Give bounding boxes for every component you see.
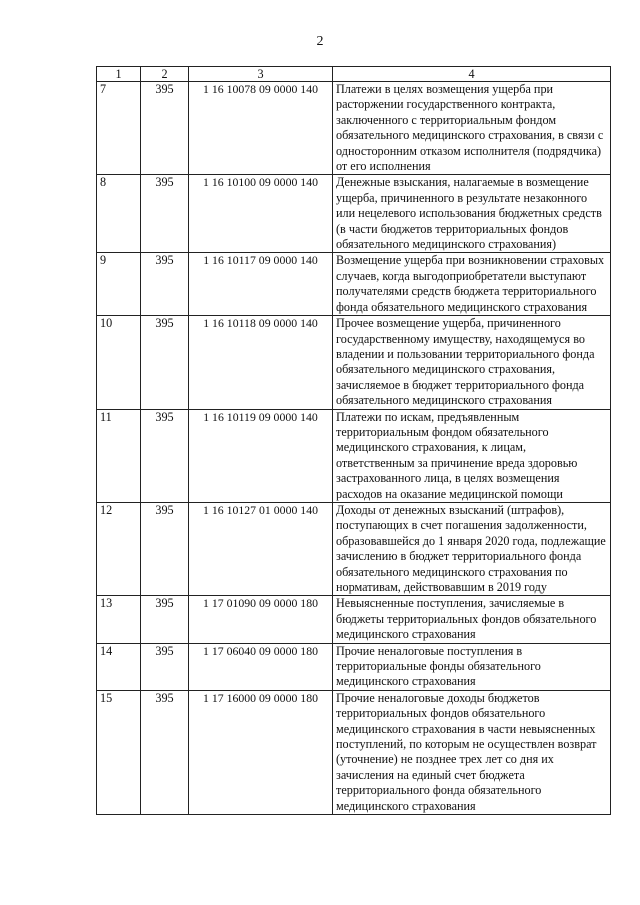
column-header-3: 3 <box>189 67 333 82</box>
column-header-1: 1 <box>97 67 141 82</box>
revenue-description: Платежи по искам, предъявленным территориальным фондом обязательного медицинского страхования, к лицам, ответственным за причинение вреда здоровью застрахованного лица, в целях возмещения расходов на оказание медицинской помощи <box>333 409 611 502</box>
revenue-description: Прочее возмещение ущерба, причиненного государственному имуществу, находящемуся во владении и пользовании территориального фонда обязательного медицинского страхования, зачисляемое в бюджет территориального фонда обязательного медицинского страхования <box>333 316 611 409</box>
table-header-row <box>97 67 611 82</box>
budget-classification-code: 1 16 10100 09 0000 140 <box>189 175 333 253</box>
revenue-description: Прочие неналоговые доходы бюджетов территориальных фондов обязательного медицинского страхования в части невыясненных поступлений, по которым не осуществлен возврат (уточнение) не позднее трех лет со дня их зачисления на единый счет бюджета территориального фонда обязательного медицинского страхования <box>333 690 611 814</box>
revenue-description: Денежные взыскания, налагаемые в возмещение ущерба, причиненного в результате незаконного или нецелевого использования бюджетных средств (в части бюджетов территориальных фондов обязательного медицинского страхования) <box>333 175 611 253</box>
revenue-codes-table <box>96 66 611 815</box>
revenue-description: Доходы от денежных взысканий (штрафов), поступающих в счет погашения задолженности, образовавшейся до 1 января 2020 года, подлежащие зачислению в бюджет территориального фонда обязательного медицинского страхования по нормативам, действовавшим в 2019 году <box>333 502 611 595</box>
row-number: 8 <box>97 175 141 253</box>
admin-code: 395 <box>141 502 189 595</box>
admin-code: 395 <box>141 690 189 814</box>
budget-classification-code: 1 16 10118 09 0000 140 <box>189 316 333 409</box>
budget-classification-code: 1 17 06040 09 0000 180 <box>189 643 333 690</box>
table-row <box>97 175 611 253</box>
row-number: 10 <box>97 316 141 409</box>
row-number: 13 <box>97 596 141 643</box>
admin-code: 395 <box>141 409 189 502</box>
table-row <box>97 253 611 316</box>
admin-code: 395 <box>141 82 189 175</box>
budget-classification-code: 1 17 01090 09 0000 180 <box>189 596 333 643</box>
table-row <box>97 409 611 502</box>
admin-code: 395 <box>141 175 189 253</box>
row-number: 15 <box>97 690 141 814</box>
budget-classification-code: 1 16 10117 09 0000 140 <box>189 253 333 316</box>
table-row <box>97 82 611 175</box>
column-header-4: 4 <box>333 67 611 82</box>
row-number: 12 <box>97 502 141 595</box>
row-number: 11 <box>97 409 141 502</box>
row-number: 14 <box>97 643 141 690</box>
revenue-description: Платежи в целях возмещения ущерба при расторжении государственного контракта, заключенного с территориальным фондом обязательного медицинского страхования, в связи с односторонним отказом исполнителя (подрядчика) от его исполнения <box>333 82 611 175</box>
column-header-2: 2 <box>141 67 189 82</box>
table-row <box>97 502 611 595</box>
admin-code: 395 <box>141 316 189 409</box>
row-number: 7 <box>97 82 141 175</box>
revenue-description: Прочие неналоговые поступления в территориальные фонды обязательного медицинского страхования <box>333 643 611 690</box>
admin-code: 395 <box>141 643 189 690</box>
table-row <box>97 643 611 690</box>
revenue-description: Возмещение ущерба при возникновении страховых случаев, когда выгодоприобретатели выступают получателями средств бюджета территориального фонда обязательного медицинского страхования <box>333 253 611 316</box>
table-row <box>97 596 611 643</box>
budget-classification-code: 1 16 10119 09 0000 140 <box>189 409 333 502</box>
admin-code: 395 <box>141 253 189 316</box>
revenue-description: Невыясненные поступления, зачисляемые в бюджеты территориальных фондов обязательного медицинского страхования <box>333 596 611 643</box>
row-number: 9 <box>97 253 141 316</box>
admin-code: 395 <box>141 596 189 643</box>
page-number: 2 <box>316 34 324 49</box>
table-row <box>97 690 611 814</box>
budget-classification-code: 1 16 10127 01 0000 140 <box>189 502 333 595</box>
table-row <box>97 316 611 409</box>
budget-classification-code: 1 16 10078 09 0000 140 <box>189 82 333 175</box>
budget-classification-code: 1 17 16000 09 0000 180 <box>189 690 333 814</box>
